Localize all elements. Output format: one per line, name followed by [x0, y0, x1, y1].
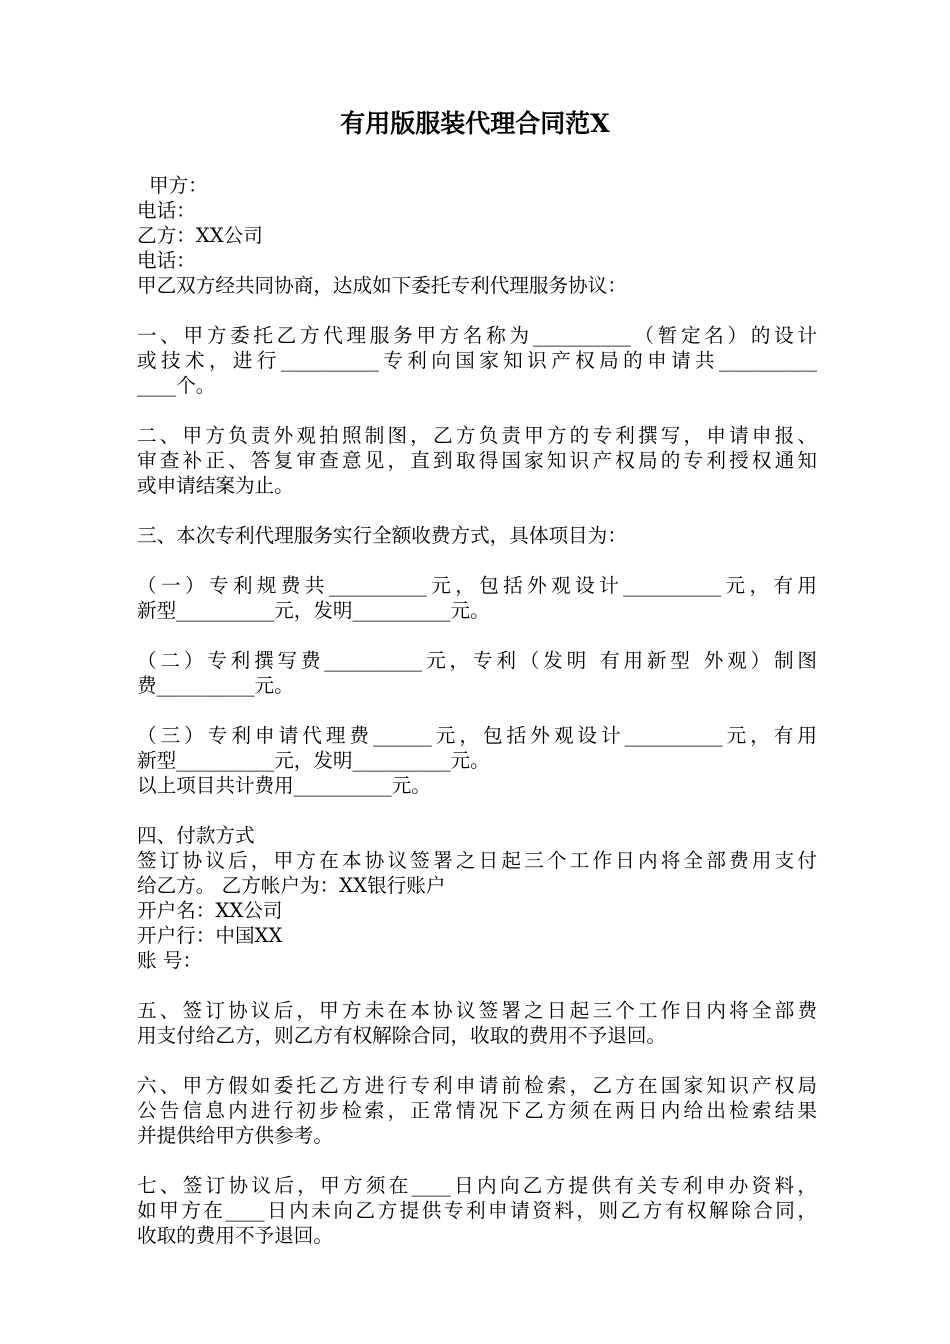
clause-5-line-1: 五、签订协议后，甲方未在本协议签署之日起三个工作日内将全部费 [137, 999, 817, 1022]
clause-2-line-3: 或申请结案为止。 [137, 474, 294, 497]
paragraph-gap [137, 798, 817, 823]
party-a-line: 甲方： [149, 174, 208, 197]
clause-1-line-1: 一、甲方委托乙方代理服务甲方名称为__________（暂定名）的设计 [137, 324, 817, 347]
clause-4-heading: 四、付款方式 [137, 824, 255, 847]
paragraph-gap [137, 548, 817, 573]
paragraph-gap [137, 623, 817, 648]
clause-7-line-1: 七、签订协议后，甲方须在____日内向乙方提供有关专利申办资料， [137, 1174, 817, 1197]
clause-3-item-1-line-1: （一）专利规费共__________元，包括外观设计__________元，有用 [137, 574, 817, 597]
clause-6-line-3: 并提供给甲方供参考。 [137, 1124, 333, 1147]
clause-3-total-line: 以上项目共计费用__________元。 [137, 774, 431, 797]
agreement-intro: 甲乙双方经共同协商，达成如下委托专利代理服务协议： [137, 274, 627, 297]
paragraph-gap [137, 498, 817, 523]
clause-2-line-1: 二、甲方负责外观拍照制图，乙方负责甲方的专利撰写，申请申报、 [137, 424, 817, 447]
paragraph-gap [137, 1148, 817, 1173]
clause-5-line-2: 用支付给乙方，则乙方有权解除合同，收取的费用不予退回。 [137, 1024, 667, 1047]
document-body [137, 173, 817, 1248]
clause-7-line-2: 如甲方在____日内未向乙方提供专利申请资料，则乙方有权解除合同， [137, 1199, 817, 1222]
paragraph-gap [137, 1048, 817, 1073]
clause-4-line-1: 签订协议后，甲方在本协议签署之日起三个工作日内将全部费用支付 [137, 849, 817, 872]
clause-3-item-2-line-2: 费__________元。 [137, 674, 294, 697]
clause-4-line-2: 给乙方。 乙方帐户为：XX银行账户 [137, 874, 446, 897]
clause-1-line-2: 或技术，进行__________专利向国家知识产权局的申请共__________ [137, 349, 817, 372]
clause-3-item-3-line-2: 新型__________元，发明__________元。 [137, 749, 490, 772]
clause-7-line-3: 收取的费用不予退回。 [137, 1224, 333, 1247]
clause-6-line-2: 公告信息内进行初步检索，正常情况下乙方须在两日内给出检索结果 [137, 1099, 817, 1122]
account-number-line: 账 号： [137, 949, 203, 972]
clause-2-line-2: 审查补正、答复审查意见，直到取得国家知识产权局的专利授权通知 [137, 449, 817, 472]
clause-3-item-2-line-1: （二）专利撰写费__________元，专利（发明 有用新型 外观）制图 [137, 649, 817, 672]
clause-6-line-1: 六、甲方假如委托乙方进行专利申请前检索，乙方在国家知识产权局 [137, 1074, 817, 1097]
clause-3-heading: 三、本次专利代理服务实行全额收费方式，具体项目为： [137, 524, 627, 547]
party-b-line: 乙方：XX公司 [137, 224, 263, 247]
party-a-phone-line: 电话： [137, 199, 196, 222]
paragraph-gap [137, 698, 817, 723]
document-title: 有用版服装代理合同范X [340, 109, 610, 138]
clause-3-item-1-line-2: 新型__________元，发明__________元。 [137, 599, 490, 622]
account-bank-line: 开户行：中国XX [137, 924, 283, 947]
clause-1-line-3: ____个。 [137, 374, 216, 397]
paragraph-gap [137, 298, 817, 323]
account-name-line: 开户名：XX公司 [137, 899, 283, 922]
party-b-phone-line: 电话： [137, 249, 196, 272]
paragraph-gap [137, 973, 817, 998]
paragraph-gap [137, 398, 817, 423]
clause-3-item-3-line-1: （三）专利申请代理费______元，包括外观设计__________元，有用 [137, 724, 817, 747]
